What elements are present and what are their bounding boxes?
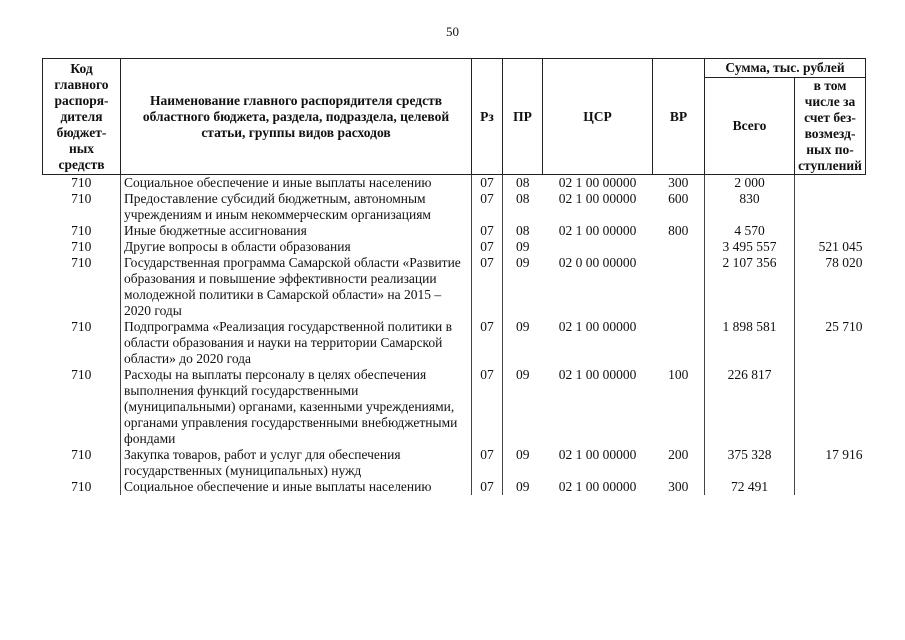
- cell-code: 710: [71, 239, 92, 254]
- cell-total: 2 000: [705, 175, 795, 192]
- table-row: [43, 255, 866, 319]
- cell-free: [795, 367, 866, 447]
- cell-pr: 08: [503, 191, 543, 223]
- table-row: [43, 319, 866, 367]
- cell-total: 3 495 557: [705, 239, 795, 255]
- cell-total: 72 491: [705, 479, 795, 495]
- cell-pr: 09: [503, 367, 543, 447]
- page-number: 50: [446, 24, 459, 39]
- cell-code: 710: [71, 319, 92, 334]
- cell-vr: 300: [668, 479, 689, 494]
- cell-code: 710: [71, 447, 92, 462]
- cell-vr: [653, 255, 705, 319]
- cell-free: [795, 479, 866, 495]
- cell-csr: 02 1 00 00000: [558, 447, 637, 462]
- cell-total: 1 898 581: [705, 319, 795, 367]
- table-row: [43, 239, 866, 255]
- cell-pr: 08: [503, 223, 543, 239]
- cell-vr: [653, 319, 705, 367]
- cell-free: [795, 175, 866, 192]
- cell-free: 17 916: [795, 447, 866, 479]
- header-amount-group: Сумма, тыс. рублей: [705, 59, 866, 78]
- cell-csr: 02 1 00 00000: [558, 319, 637, 334]
- cell-total: 226 817: [705, 367, 795, 447]
- header-pr: ПР: [503, 59, 543, 175]
- cell-code: 710: [71, 367, 92, 382]
- cell-name: Иные бюджетные ассигнования: [121, 223, 472, 239]
- cell-csr: 02 1 00 00000: [558, 479, 637, 494]
- header-free: в том числе за счет без-возмезд-ных по-ступлений: [795, 78, 866, 175]
- cell-name: Социальное обеспечение и иные выплаты населению: [121, 175, 472, 192]
- cell-total: 4 570: [705, 223, 795, 239]
- cell-name: Закупка товаров, работ и услуг для обеспечения государственных (муниципальных) нужд: [121, 447, 472, 479]
- cell-free: 78 020: [795, 255, 866, 319]
- cell-rz: 07: [472, 191, 503, 223]
- cell-total: 830: [705, 191, 795, 223]
- header-name: Наименование главного распорядителя средств областного бюджета, раздела, подраздела, целевой статьи, группы видов расходов: [121, 59, 472, 175]
- cell-vr: 300: [668, 175, 689, 190]
- cell-name: Другие вопросы в области образования: [121, 239, 472, 255]
- cell-pr: 08: [503, 175, 543, 192]
- cell-csr: 02 1 00 00000: [558, 223, 637, 238]
- cell-rz: 07: [472, 175, 503, 192]
- table-row: [43, 191, 866, 223]
- cell-pr: 09: [503, 319, 543, 367]
- cell-code: 710: [71, 223, 92, 238]
- cell-vr: 600: [668, 191, 689, 206]
- cell-free: [795, 191, 866, 223]
- cell-csr: 02 1 00 00000: [558, 175, 637, 190]
- table-row: [43, 175, 866, 192]
- cell-vr: 100: [668, 367, 689, 382]
- cell-csr: [543, 239, 653, 255]
- cell-name: Предоставление субсидий бюджетным, автономным учреждениям и иным некоммерческим организациям: [121, 191, 472, 223]
- cell-name: Социальное обеспечение и иные выплаты населению: [121, 479, 472, 495]
- table-header: [43, 59, 866, 175]
- cell-vr: 200: [668, 447, 689, 462]
- cell-csr: 02 0 00 00000: [558, 255, 637, 270]
- table-row: [43, 447, 866, 479]
- table-row: [43, 479, 866, 495]
- cell-free: [795, 223, 866, 239]
- cell-code: 710: [71, 191, 92, 206]
- header-code: Код главного распоря-дителя бюджет-ных средств: [43, 59, 121, 175]
- cell-vr: 800: [668, 223, 689, 238]
- header-csr: ЦСР: [543, 59, 653, 175]
- cell-rz: 07: [472, 479, 503, 495]
- header-rz: Рз: [472, 59, 503, 175]
- cell-code: 710: [71, 175, 92, 190]
- cell-pr: 09: [503, 479, 543, 495]
- cell-rz: 07: [472, 239, 503, 255]
- cell-name: Подпрограмма «Реализация государственной политики в области образования и науки на территории Самарской области» до 2020 года: [121, 319, 472, 367]
- table-row: [43, 223, 866, 239]
- cell-name: Государственная программа Самарской области «Развитие образования и повышение эффективности реализации молодежной политики в Самарской области» на 2015 – 2020 годы: [121, 255, 472, 319]
- cell-code: 710: [71, 479, 92, 494]
- cell-csr: 02 1 00 00000: [558, 367, 637, 382]
- table-body: [43, 175, 866, 496]
- cell-rz: 07: [472, 223, 503, 239]
- header-total: Всего: [705, 78, 795, 175]
- header-vr: ВР: [653, 59, 705, 175]
- cell-pr: 09: [503, 255, 543, 319]
- cell-free: 25 710: [795, 319, 866, 367]
- table-row: [43, 367, 866, 447]
- cell-csr: 02 1 00 00000: [558, 191, 637, 206]
- cell-rz: 07: [472, 447, 503, 479]
- cell-rz: 07: [472, 255, 503, 319]
- budget-table: [42, 58, 866, 495]
- cell-code: 710: [71, 255, 92, 270]
- cell-free: 521 045: [795, 239, 866, 255]
- cell-total: 2 107 356: [705, 255, 795, 319]
- cell-rz: 07: [472, 367, 503, 447]
- cell-total: 375 328: [705, 447, 795, 479]
- cell-vr: [653, 239, 705, 255]
- cell-pr: 09: [503, 239, 543, 255]
- cell-name: Расходы на выплаты персоналу в целях обеспечения выполнения функций государственными (муниципальными) органами, казенными учреждениями, органами управления государственными внебюджетными фондами: [121, 367, 472, 447]
- cell-pr: 09: [503, 447, 543, 479]
- cell-rz: 07: [472, 319, 503, 367]
